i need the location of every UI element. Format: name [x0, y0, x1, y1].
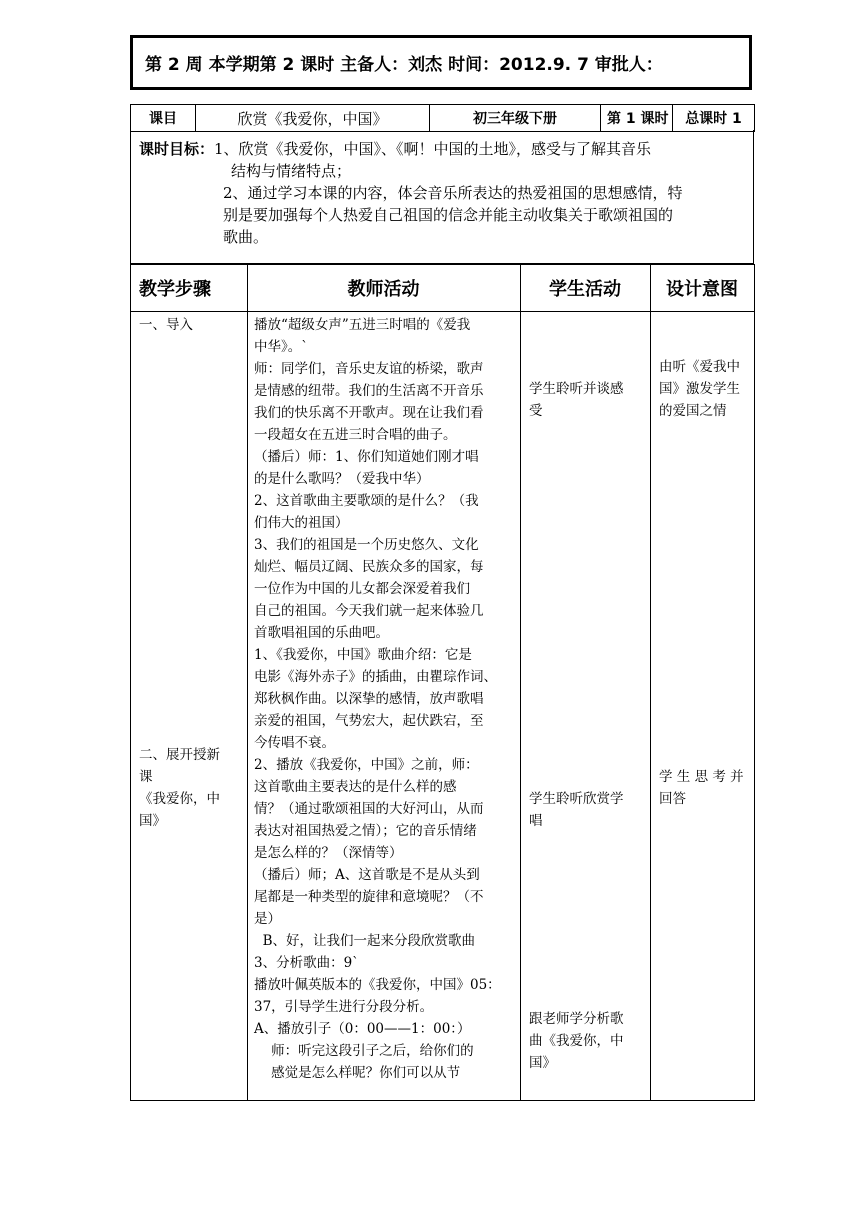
goal-text-1: 1、欣赏《我爱你，中国》、《啊！中国的土地》，感受与了解其音乐 — [214, 140, 652, 158]
lesson-header — [130, 35, 752, 90]
intent-entry-2 — [659, 766, 751, 810]
step2-line-3: 《我爱你，中 — [139, 791, 220, 807]
goal-line-2: 结构与情绪特点； — [231, 162, 352, 180]
teacher-line: B、好，让我们一起来分段欣赏歌曲 — [254, 933, 476, 949]
step2-line-2: 课 — [139, 769, 153, 785]
teacher-line: 自己的祖国。今天我们就一起来体验几 — [254, 603, 484, 619]
teacher-header: 教师活动 — [248, 265, 521, 312]
step-new-lesson — [139, 744, 239, 832]
goal-line-5: 歌曲。 — [223, 228, 269, 246]
step2-line-4: 国》 — [139, 813, 166, 829]
teacher-line: 2、播放《我爱你，中国》之前，师： — [254, 757, 479, 773]
lesson-info-table — [130, 104, 755, 132]
steps-cell — [131, 312, 248, 1101]
teacher-line: 2、这首歌曲主要歌颂的是什么？（我 — [254, 493, 479, 509]
teacher-line: 播放叶佩英版本的《我爱你，中国》05： — [254, 977, 501, 993]
intent-2-line-2: 回答 — [659, 791, 686, 807]
subject-value: 欣赏《我爱你，中国》 — [196, 105, 430, 132]
intent-2-line-1: 学 生 思 考 并 — [659, 769, 744, 785]
teacher-line: 3、分析歌曲：9` — [254, 955, 359, 971]
teacher-line: 1、《我爱你，中国》歌曲介绍：它是 — [254, 647, 472, 663]
teacher-line: 情？（通过歌颂祖国的大好河山，从而 — [254, 801, 484, 817]
teacher-line: 今传唱不衰。 — [254, 735, 335, 751]
lesson-info-row — [131, 105, 755, 132]
teacher-line: 首歌唱祖国的乐曲吧。 — [254, 625, 389, 641]
teacher-line: 一段超女在五进三时合唱的曲子。 — [254, 427, 457, 443]
teacher-activity-text — [254, 312, 514, 1084]
teacher-line: 师：同学们，音乐史友谊的桥梁，歌声 — [254, 361, 484, 377]
teacher-line: 是怎么样的？（深情等） — [254, 845, 403, 861]
step2-line-1: 二、展开授新 — [139, 747, 220, 763]
teacher-line: 的是什么歌吗？（爱我中华） — [254, 471, 430, 487]
teacher-line: （播后）师：1、你们知道她们刚才唱 — [254, 449, 479, 465]
teacher-line: 尾都是一种类型的旋律和意境呢？（不 — [254, 889, 484, 905]
total-lessons-cell: 总课时 1 — [673, 105, 755, 132]
teacher-line: A、播放引子（0：00——1：00：） — [254, 1021, 471, 1037]
intent-1-line-3: 的爱国之情 — [659, 403, 727, 419]
table-header-row — [131, 265, 755, 312]
grade-cell: 初三年级下册 — [430, 105, 601, 132]
intent-1-line-2: 国》激发学生 — [659, 381, 740, 397]
step-intro: 一、导入 — [139, 317, 193, 333]
intent-header: 设计意图 — [651, 265, 755, 312]
student-2-line-2: 唱 — [529, 813, 543, 829]
student-2-line-1: 学生聆听欣赏学 — [529, 791, 624, 807]
teacher-line: 一位作为中国的儿女都会深爱着我们 — [254, 581, 470, 597]
goal-line-3: 2、通过学习本课的内容，体会音乐所表达的热爱祖国的思想感情，特 — [223, 184, 683, 202]
student-3-line-1: 跟老师学分析歌 — [529, 1011, 624, 1027]
student-activity-cell — [521, 312, 651, 1101]
header-text: 第 2 周 本学期第 2 课时 主备人：刘杰 时间：2012.9. 7 审批人： — [145, 55, 663, 75]
steps-header: 教学步骤 — [131, 265, 248, 312]
teacher-line: 郑秋枫作曲。以深挚的感情，放声歌唱 — [254, 691, 484, 707]
teacher-activity-cell — [248, 312, 521, 1101]
teacher-line: 师：听完这段引子之后，给你们的 — [254, 1043, 474, 1059]
content-row — [131, 312, 755, 1101]
teacher-line: 这首歌曲主要表达的是什么样的感 — [254, 779, 457, 795]
teacher-line: 播放“超级女声”五进三时唱的《爱我 — [254, 317, 471, 333]
goal-line-1 — [139, 138, 745, 160]
student-3-line-2: 曲《我爱你，中国》 — [529, 1033, 624, 1071]
teacher-line: 们伟大的祖国） — [254, 515, 349, 531]
teacher-line: 亲爱的祖国，气势宏大，起伏跌宕，至 — [254, 713, 484, 729]
goals-label: 课时目标： — [139, 140, 215, 158]
teacher-line: 灿烂、幅员辽阔、民族众多的国家，每 — [254, 559, 484, 575]
student-1-line-2: 受 — [529, 403, 543, 419]
teacher-line: 37，引导学生进行分段分析。 — [254, 999, 434, 1015]
student-entry-2 — [529, 788, 643, 832]
intent-entry-1 — [659, 356, 751, 422]
subject-label: 课目 — [131, 105, 196, 132]
intent-1-line-1: 由听《爱我中 — [659, 359, 740, 375]
teacher-line: 中华》。` — [254, 339, 308, 355]
teacher-line: （播后）师；A、这首歌是不是从头到 — [254, 867, 480, 883]
lesson-goals — [130, 130, 754, 264]
teacher-line: 是） — [254, 911, 281, 927]
lesson-number-cell: 第 1 课时 — [601, 105, 673, 132]
teacher-line: 我们的快乐离不开歌声。现在让我们看 — [254, 405, 484, 421]
goal-line-4: 别是要加强每个人热爱自己祖国的信念并能主动收集关于歌颂祖国的 — [223, 206, 674, 224]
teacher-line: 表达对祖国热爱之情）；它的音乐情绪 — [254, 823, 477, 839]
teacher-line: 3、我们的祖国是一个历史悠久、文化 — [254, 537, 479, 553]
teacher-line: 是情感的纽带。我们的生活离不开音乐 — [254, 383, 484, 399]
teacher-line: 电影《海外赤子》的插曲，由瞿琮作词、 — [254, 669, 497, 685]
teaching-plan-table — [130, 264, 755, 1101]
student-header: 学生活动 — [521, 265, 651, 312]
teacher-line: 感觉是怎么样呢？你们可以从节 — [254, 1065, 461, 1081]
student-entry-1 — [529, 378, 643, 422]
student-1-line-1: 学生聆听并谈感 — [529, 381, 624, 397]
design-intent-cell — [651, 312, 755, 1101]
student-entry-3 — [529, 1008, 643, 1074]
